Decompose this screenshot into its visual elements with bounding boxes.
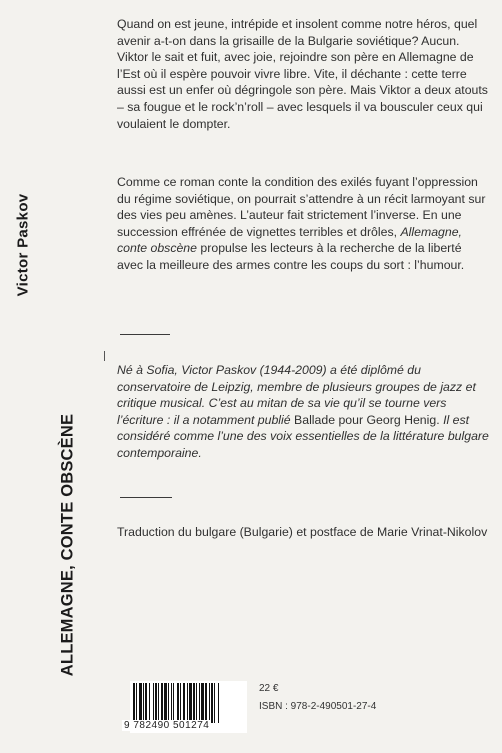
divider-rule-1: [120, 334, 170, 335]
margin-mark: [104, 351, 105, 361]
divider-rule-2: [120, 497, 172, 498]
translation-credit: [117, 524, 489, 541]
author-bio-part-a: Né à Sofia, Victor Paskov (1944-2009) a été diplômé du conservatoire de Leipzig, membre de plusieurs groupes de jazz et critique musical. C’est au mitan de sa vie qu’il se tourne vers l’écriture : il a notamment publié: [117, 363, 476, 427]
barcode-digits: 9 782490 501274: [124, 720, 210, 731]
blurb-paragraph-1: [117, 16, 489, 132]
author-bio-text: [117, 362, 489, 462]
isbn: ISBN : 978-2-490501-27-4: [259, 701, 377, 712]
translation-credit-text: Traduction du bulgare (Bulgarie) et postface de Marie Vrinat-Nikolov: [117, 525, 488, 539]
blurb-p2-part-b: propulse les lecteurs à la recherche de la liberté avec la meilleure des armes contre les coups du sort : l’humour.: [117, 241, 465, 272]
author-bio-book: Ballade pour Georg Henig.: [290, 412, 444, 427]
blurb-paragraph-2-text: [117, 174, 489, 274]
spine-title: [56, 360, 80, 730]
blurb-paragraph-2: [117, 174, 489, 274]
spine-title-text: ALLEMAGNE, CONTE OBSCÈNE: [58, 413, 77, 677]
author-bio-part-b: Il est considéré comme l’une des voix essentielles de la littérature bulgare contemporaine.: [117, 412, 489, 460]
blurb-p2-part-a: Comme ce roman conte la condition des exilés fuyant l’oppression du régime soviétique, on pourrait s’attendre à un récit larmoyant sur des vies peu amènes. L’auteur fait strictement l’inverse. En une succession effrénée de vignettes terribles et drôles,: [117, 175, 486, 239]
price: 22 €: [259, 683, 279, 694]
barcode-bars: [133, 683, 244, 723]
spine-author-text: Victor Paskov: [14, 193, 32, 297]
author-bio: [117, 362, 489, 462]
blurb-paragraph-1-text: Quand on est jeune, intrépide et insolent comme notre héros, quel avenir a-t-on dans la grisaille de la Bulgarie soviétique? Aucun. Viktor le sait et fuit, avec joie, rejoindre son père en Allemagne de l’Est où il espère pouvoir vivre libre. Vite, il déchante : cette terre aussi est un enfer où dégringole son père. Mais Viktor a deux atouts – sa fougue et le rock’n’roll – avec lesquels il va bousculer ceux qui voulaient le dompter.: [117, 17, 488, 131]
blurb-p2-book-title: Allemagne, conte obscène: [117, 224, 462, 256]
spine-author: [13, 130, 33, 360]
